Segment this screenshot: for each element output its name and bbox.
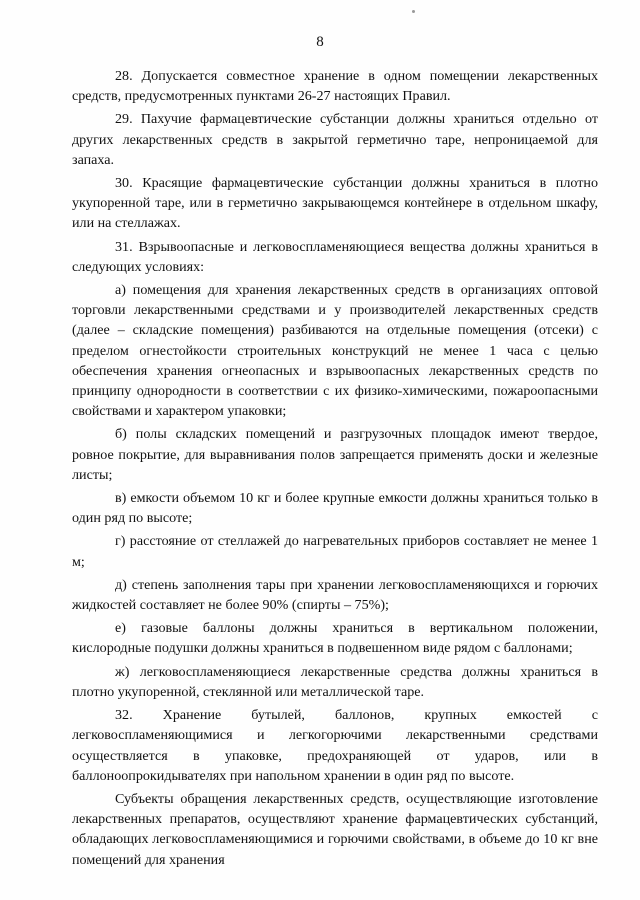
paragraph-31-e: е) газовые баллоны должны храниться в вертикальном положении, кислородные подушки должны храниться в подвешенном виде рядом с баллонами; [72,620,598,657]
paragraph-subjects: Субъекты обращения лекарственных средств, осуществляющие изготовление лекарственных препаратов, осуществляют хранение фармацевтических субстанций, обладающих легковоспламеняющимися и горючими свойствами, в объеме до 10 кг вне помещений для хранения [72,790,598,868]
scan-speck [412,10,415,13]
paragraph-31: 31. Взрывоопасные и легковоспламеняющиеся вещества должны храниться в следующих условиях: [72,238,598,275]
paragraph-29: 29. Пахучие фармацевтические субстанции должны храниться отдельно от других лекарственных средств в закрытой герметично таре, непроницаемой для запаха. [72,111,598,168]
paragraph-31-zh: ж) легковоспламеняющиеся лекарственные средства должны храниться в плотно укупоренной, стеклянной или металлической таре. [72,663,598,700]
paragraph-28: 28. Допускается совместное хранение в одном помещении лекарственных средств, предусмотренных пунктами 26-27 настоящих Правил. [72,68,598,105]
paragraph-31-b: б) полы складских помещений и разгрузочных площадок имеют твердое, ровное покрытие, для выравнивания полов запрещается применять доски и железные листы; [72,426,598,483]
paragraph-30: 30. Красящие фармацевтические субстанции должны храниться в плотно укупоренной таре, или в герметично закрывающемся контейнере в отдельном шкафу, или на стеллажах. [72,175,598,232]
paragraph-31-g: г) расстояние от стеллажей до нагревательных приборов составляет не менее 1 м; [72,533,598,570]
paragraph-31-v: в) емкости объемом 10 кг и более крупные емкости должны храниться только в один ряд по высоте; [72,490,598,527]
paragraph-32: 32. Хранение бутылей, баллонов, крупных емкостей с легковоспламеняющимися и легкогорючими лекарственными средствами осуществляется в упаковке, предохраняющей от ударов, или в баллоноопрокидывателях при напольном хранении в один ряд по высоте. [72,707,598,784]
page-number: 8 [316,34,324,50]
document-body [72,66,598,870]
paragraph-31-d: д) степень заполнения тары при хранении легковоспламеняющихся и горючих жидкостей составляет не более 90% (спирты – 75%); [72,576,598,614]
paragraph-31-a: а) помещения для хранения лекарственных средств в организациях оптовой торговли лекарственными средствами и у производителей лекарственных средств (далее – складские помещения) разбиваются на отдельные помещения (отсеки) с пределом огнестойкости строительных конструкций не менее 1 часа с целью обеспечения хранения огнеопасных и взрывоопасных лекарственных средств по принципу однородности в соответствии с их физико-химическими, пожароопасными свойствами и характером упаковки; [72,282,598,420]
